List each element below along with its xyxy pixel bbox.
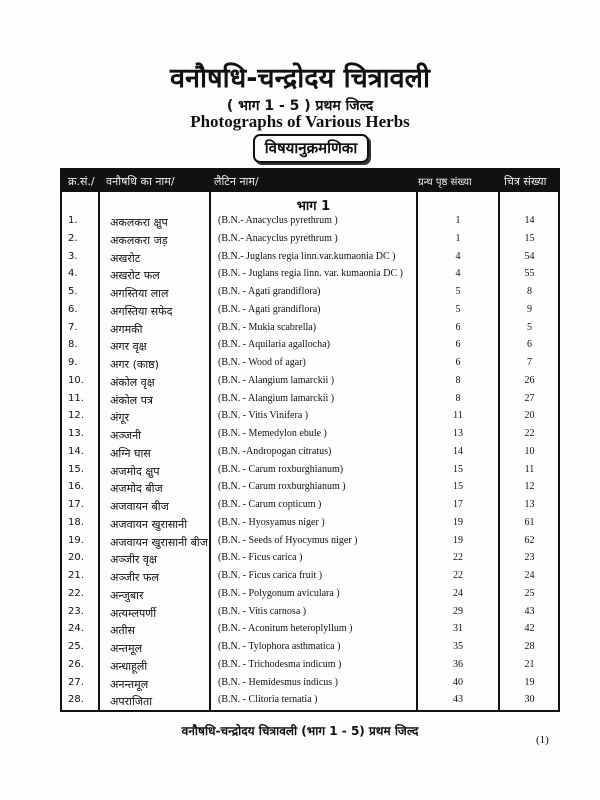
figure-number: 20 [524,410,535,422]
book-page: 13 [453,428,463,439]
book-page: 4 [455,250,461,262]
serial-number: 15. [68,463,84,475]
table-row [62,621,558,639]
figure-number: 24 [524,570,535,581]
latin-name: (B.N. - Vitis Vinifera ) [218,410,309,422]
figure-number: 21 [524,658,535,670]
figure-number: 11 [524,463,535,475]
table-row [62,657,558,675]
index-table [60,168,560,712]
latin-name: (B.N. - Wood of agar) [218,357,306,368]
figure-number: 43 [524,605,535,617]
book-page: 1 [455,232,461,244]
herb-name: अञ्जीर वृक्ष [110,553,157,567]
herb-name: अतीस [110,624,135,638]
book-page: 22 [453,552,463,564]
book-title: वनौषधि-चन्द्रोदय चित्रावली [170,63,430,94]
herb-name: अगमकी [110,322,143,336]
serial-number: 28. [68,694,84,706]
table-header [62,170,558,192]
english-title: Photographs of Various Herbs [190,112,410,131]
serial-number: 22. [68,587,84,599]
book-page: 15 [453,481,463,493]
latin-name: (B.N. - Seeds of Hyocymus niger ) [218,534,358,546]
figure-number: 14 [524,215,535,226]
table-row [62,391,558,409]
serial-number: 16. [68,481,84,493]
table-row [62,320,558,338]
table-row [62,604,558,622]
herb-name: अगर वृक्ष [110,340,147,354]
page-number: (1) [536,734,549,746]
table-row [62,568,558,586]
table-row [62,213,558,231]
latin-name: (B.N. - Hemidesmus indicus ) [218,676,338,688]
book-page: 15 [453,463,463,475]
serial-number: 2. [68,232,78,244]
latin-name: (B.N. - Memedylon ebule ) [218,428,327,439]
book-page: 17 [453,499,463,510]
latin-name: (B.N. - Mukia scabrella) [218,321,317,333]
serial-number: 4. [68,268,78,280]
latin-name: (B.N. - Vitis carnosa ) [218,605,307,617]
figure-number: 25 [524,587,535,599]
table-row [62,355,558,373]
serial-number: 24. [68,623,84,635]
latin-name: (B.N. - Aconitum heteroplyllum ) [218,623,353,635]
figure-number: 5 [527,321,532,333]
table-row [62,302,558,320]
herb-name: अगस्तिया सफेद [110,304,173,318]
herb-name: अजमोद क्षुप [110,464,160,478]
figure-number: 55 [524,268,535,280]
col-latin-name: लैटिन नाम/ [214,175,259,188]
figure-number: 6 [527,339,532,351]
book-page: 6 [455,339,461,351]
book-page: 31 [453,623,463,635]
figure-number: 15 [524,232,535,244]
latin-name: (B.N.- Anacyclus pyrethrum ) [218,215,338,226]
table-row [62,462,558,480]
latin-name: (B.N. - Aquilaria agallocha) [218,339,330,351]
table-row [62,266,558,284]
table-row [62,586,558,604]
table-row [62,373,558,391]
figure-number: 61 [524,516,535,528]
table-row [62,675,558,693]
herb-name: अन्तमूल [110,642,143,655]
herb-name: अजवायन खुरासानी [110,517,188,531]
book-subtitle: ( भाग 1 - 5 ) प्रथम जिल्द [226,98,374,114]
table-row [62,550,558,568]
table-row [62,533,558,551]
serial-number: 11. [68,392,84,404]
serial-number: 3. [68,250,78,262]
herb-name: अञ्जीर फल [110,571,159,584]
figure-number: 9 [527,303,532,315]
book-page: 6 [455,357,461,368]
serial-number: 23. [68,605,84,617]
herb-name: अजमोद बीज [110,482,163,496]
serial-number: 14. [68,445,84,457]
book-page: 5 [455,286,461,297]
book-page: 8 [455,392,461,404]
figure-number: 7 [527,357,532,368]
herb-name: अन्धाहूली [110,659,148,673]
table-row [62,337,558,355]
serial-number: 10. [68,374,84,386]
book-page: 11 [453,410,463,422]
book-page: 1 [455,215,461,226]
table-row [62,231,558,249]
book-page: 40 [453,676,463,688]
serial-number: 18. [68,516,84,528]
figure-number: 10 [524,445,535,457]
figure-number: 23 [524,552,535,564]
figure-number: 28 [524,641,535,652]
col-figure-number: चित्र संख्या [504,175,547,188]
figure-number: 19 [524,676,535,688]
col-herb-name: वनौषधि का नाम/ [106,175,175,188]
herb-name: अञ्जनी [110,429,142,442]
table-row [62,408,558,426]
latin-name: (B.N. - Alangium lamarckii ) [218,392,335,404]
book-page: 19 [453,516,463,528]
book-page: 36 [453,658,463,670]
table-row [62,444,558,462]
table-row [62,515,558,533]
herb-name: अंकोल वृक्ष [110,375,155,389]
herb-name: अंगूर [110,411,130,425]
latin-name: (B.N. - Carum roxburghianum) [218,463,344,475]
serial-number: 27. [68,676,84,688]
herb-name: अग्नि घास [110,446,151,460]
latin-name: (B.N. - Alangium lamarckii ) [218,374,335,386]
book-page: 19 [453,534,463,546]
herb-name: अकलकरा जड़ [110,233,168,247]
figure-number: 30 [524,694,535,706]
latin-name: (B.N. - Hyosyamus niger ) [218,516,325,528]
serial-number: 9. [68,357,78,368]
herb-name: अनन्तमूल [110,677,149,691]
herb-name: अंकोल पत्र [110,393,153,407]
book-page: 43 [453,694,463,706]
serial-number: 13. [68,428,84,439]
table-row [62,479,558,497]
index-heading: विषयानुक्रमणिका [253,134,369,163]
book-page: 35 [453,641,463,652]
table-row [62,249,558,267]
col-serial: क्र.सं./ [68,175,95,188]
figure-number: 8 [527,286,532,297]
col-book-page: ग्रन्थ पृष्ठ संख्या [418,177,472,188]
serial-number: 21. [68,570,84,581]
herb-name: अजवायन बीज [110,500,169,513]
latin-name: (B.N.- Anacyclus pyrethrum ) [218,232,338,244]
latin-name: (B.N. - Clitoria ternatia ) [218,694,318,706]
figure-number: 12 [524,481,535,493]
herb-name: अगर (काष्ठ) [110,358,159,371]
figure-number: 27 [524,392,535,404]
book-page: 24 [453,587,463,599]
latin-name: (B.N.- Juglans regia linn.var.kumaonia DC ) [218,250,396,262]
latin-name: (B.N. - Polygonum aviculara ) [218,587,340,599]
running-footer: वनौषधि-चन्द्रोदय चित्रावली (भाग 1 - 5) प्रथम जिल्द [181,724,419,738]
serial-number: 19. [68,534,84,546]
serial-number: 26. [68,658,84,670]
herb-name: अखरोट [110,251,141,265]
book-page: 5 [455,303,461,315]
herb-name: अजवायन खुरासानी बीज [110,535,208,549]
figure-number: 22 [524,428,535,439]
herb-name: अकलकरा क्षुप [110,216,168,229]
group-label: भाग 1 [296,199,331,214]
book-page: 4 [455,268,461,280]
table-row [62,692,558,710]
latin-name: (B.N. - Juglans regia linn. var. kumaonia DC ) [218,268,403,280]
serial-number: 12. [68,410,84,422]
figure-number: 42 [524,623,535,635]
book-page: 22 [453,570,463,581]
latin-name: (B.N. - Ficus carica ) [218,552,303,564]
serial-number: 20. [68,552,84,564]
serial-number: 17. [68,499,84,510]
herb-name: अखरोट फल [110,269,160,283]
figure-number: 54 [524,250,535,262]
latin-name: (B.N. - Tylophora asthmatica ) [218,641,341,652]
latin-name: (B.N. - Ficus carica fruit ) [218,570,323,581]
herb-name: अगस्तिया लाल [110,287,169,300]
book-page: 14 [453,445,463,457]
serial-number: 7. [68,321,78,333]
herb-name: अपराजिता [110,695,153,709]
book-page: 6 [455,321,461,333]
latin-name: (B.N. -Andropogan citratus) [218,445,332,457]
table-row [62,497,558,515]
latin-name: (B.N. - Agati grandiflora) [218,286,321,297]
latin-name: (B.N. - Carum copticum ) [218,499,322,510]
table-row [62,284,558,302]
serial-number: 1. [68,215,78,226]
herb-name: अन्जुबार [110,588,144,602]
table-row [62,639,558,657]
latin-name: (B.N. - Trichodesma indicum ) [218,658,342,670]
latin-name: (B.N. - Carum roxburghianum ) [218,481,346,493]
table-row [62,426,558,444]
serial-number: 5. [68,286,78,297]
figure-number: 26 [524,374,535,386]
latin-name: (B.N. - Agati grandiflora) [218,303,321,315]
figure-number: 62 [524,534,535,546]
herb-name: अत्यम्लपर्णी [110,606,157,620]
book-page: 29 [453,605,463,617]
figure-number: 13 [524,499,535,510]
serial-number: 25. [68,641,84,652]
book-page: 8 [455,374,461,386]
serial-number: 8. [68,339,78,351]
serial-number: 6. [68,303,78,315]
